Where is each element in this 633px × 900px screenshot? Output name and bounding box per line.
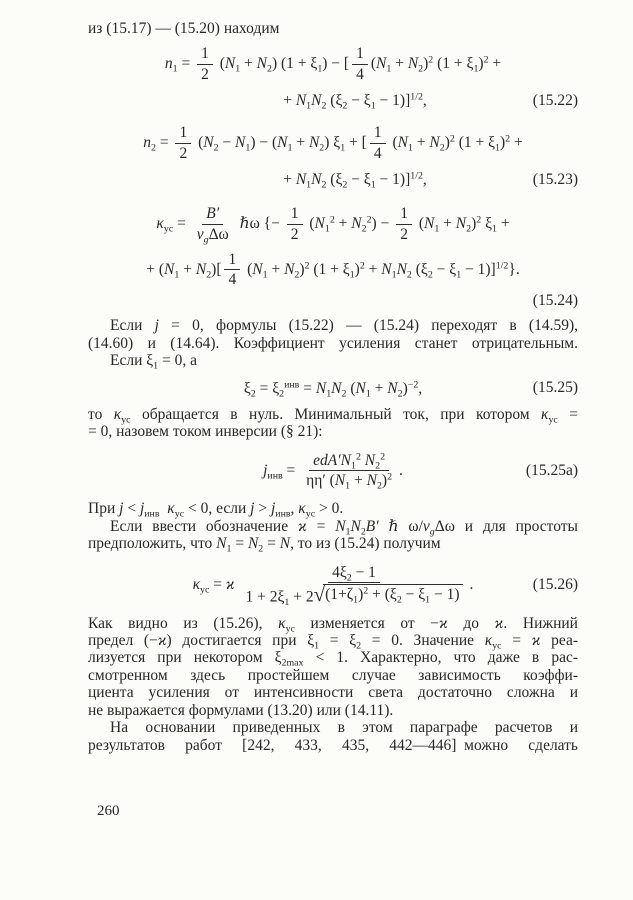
equation-number: (15.22)	[532, 91, 578, 109]
equation-line	[88, 91, 578, 110]
text-line: = 0, назовем током инверсии (§ 21):	[88, 423, 323, 441]
page-number: 260	[97, 803, 120, 819]
paragraph	[88, 518, 578, 553]
intro-paragraph	[88, 20, 578, 37]
equation-number: (15.26)	[532, 576, 578, 594]
equation-line	[88, 205, 578, 244]
equation-number: (15.25a)	[525, 462, 578, 480]
equation-line	[88, 379, 578, 398]
text-line: На основании приведенных в этом параграфе расчетов и	[110, 719, 578, 737]
paragraph	[88, 719, 578, 754]
text-line: то $\kappa_{ус}$ обращается в нуль. Минимальный ток, при котором $\kappa_{ус}$ =	[88, 406, 578, 426]
equation-line	[88, 251, 578, 290]
text-line: результатов работ [242, 433, 435, 442—446] можно сделать	[88, 736, 578, 754]
text-line: из (15.17) — (15.20) находим	[88, 20, 280, 37]
math-expression: + $N_1N_2$ $(\xi_2 - \xi_1 - 1)]^{1/2}$,	[283, 170, 427, 191]
text-line: не выражается формулами (13.20) или (14.11).	[88, 701, 394, 719]
math-expression: $n_1$ = $\frac{1}{2}$ $(N_1 + N_2) (1 + \xi_1)$ − [ $\frac{1}{4}$ $(N_1 + N_2)^2$ $(1 + \xi_1)^2$ +	[164, 45, 502, 83]
equation-15-25a	[88, 452, 578, 491]
page-content	[88, 20, 578, 754]
text-line: (14.60) и (14.64). Коэффициент усиления станет отрицательным.	[88, 334, 578, 352]
math-expression: $j_{инв}$ = $\frac{edA'N_1^2 N_2^2}{\eta\eta' (N_1 + N_2)^2}$ .	[263, 451, 403, 492]
equation-line	[88, 564, 578, 607]
equation-15-25	[88, 379, 578, 398]
math-expression: + $N_1N_2$ $(\xi_2 - \xi_1 - 1)]^{1/2}$,	[283, 91, 427, 112]
text-line: Если j = 0, формулы (15.22) — (15.24) переходят в (14.59),	[110, 317, 578, 335]
equation-line	[88, 124, 578, 163]
equation-15-22	[88, 45, 578, 110]
text-line: Если ввести обозначение $ϰ = N_1N_2B'$ ℏ $\omega/v_g\Delta\omega$ и для простоты	[110, 517, 578, 538]
math-expression: + $(N_1 + N_2)$[ $\frac{1}{4}$ $(N_1 + N_2)^2$ $(1 + \xi_1)^2 + N_1N_2$ $(\xi_2 - \xi_1 - 1)]^{1/2}$}.	[146, 250, 520, 289]
equation-number: (15.25)	[532, 379, 578, 397]
math-expression: $\kappa_{ус}$ = $\frac{B'}{v_g\Delta\omega}$ ℏω {− $\frac{1}{2}$ $(N_1^2 + N_2^2)$ − $\frac{1}{2}$ $(N_1 + N_2)^2$ $\xi_1$ +	[156, 205, 510, 246]
equation-15-23	[88, 124, 578, 189]
text-line: циента усиления от интенсивности света достаточно сложна и	[88, 684, 578, 702]
equation-15-24	[88, 205, 578, 309]
equation-15-26	[88, 564, 578, 607]
math-expression: $n_2$ = $\frac{1}{2}$ $(N_2 - N_1) - (N_1 + N_2) \xi_1$ + [ $\frac{1}{4}$ $(N_1 + N_2)^2$ $(1 + \xi_1)^2$ +	[143, 124, 523, 162]
equation-number: (15.24)	[532, 292, 578, 310]
paragraph	[88, 406, 578, 441]
paragraph	[88, 317, 578, 352]
text-line: Как видно из (15.26), $\kappa_{ус}$ изменяется от −ϰ до ϰ. Нижний	[88, 614, 578, 635]
equation-line	[88, 45, 578, 84]
paragraph	[88, 352, 578, 372]
text-line: предел (−ϰ) достигается при $\xi_1 = \xi_2 = 0$. Значение $\kappa_{ус} = ϰ$ реа-	[88, 632, 578, 652]
text-line: Если $\xi_1 = 0$, а	[110, 352, 197, 372]
equation-number: (15.23)	[532, 170, 578, 188]
equation-line	[88, 452, 578, 491]
text-line: При $j < j_{инв}$ $\kappa_{ус} < 0$, если $j > j_{инв}$, $\kappa_{ус} > 0$.	[88, 500, 344, 520]
text-line: лизуется при некотором $\xi_{2max} < 1$. Характерно, что даже в рас-	[88, 649, 578, 669]
math-expression: $\xi_2 = \xi_2^{инв} = N_1N_2$ $(N_1 + N_2)^{-2}$,	[243, 379, 423, 400]
paragraph	[88, 500, 578, 520]
text-line: смотренном здесь простейшем случае зависимость коэффи-	[88, 666, 578, 684]
paragraph	[88, 615, 578, 719]
equation-line	[88, 170, 578, 189]
text-line: предположить, что $N_1 = N_2 = N$, то из (15.24) получим	[88, 535, 441, 555]
math-expression: $\kappa_{ус} = ϰ$ $4\xi_2 - 1$ $1 + 2\xi_1 + 2$ √ $(1+\zeta_1)^2 + (\xi_2 - \xi_1 - 1)$ .	[192, 563, 474, 608]
